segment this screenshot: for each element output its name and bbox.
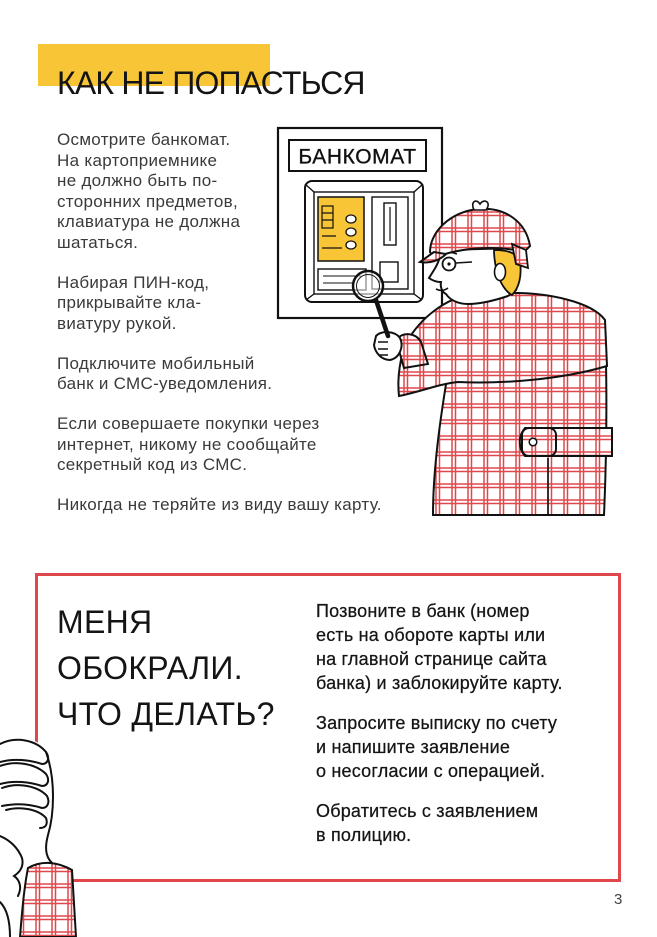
robbed-heading-line: ОБОКРАЛИ. bbox=[57, 650, 243, 686]
robbed-step bbox=[316, 711, 563, 783]
tip-line: Набирая ПИН-код, bbox=[57, 272, 210, 292]
tip-line: Никогда не теряйте из виду вашу карту. bbox=[57, 495, 382, 514]
step-line: Обратитесь с заявлением bbox=[316, 801, 539, 821]
atm-button bbox=[346, 215, 356, 223]
atm-screen-display bbox=[318, 197, 364, 261]
step-line: на главной странице сайта bbox=[316, 649, 547, 669]
robbed-steps bbox=[316, 599, 563, 863]
cuff-button-icon bbox=[529, 438, 537, 446]
tip-line: На картоприемнике bbox=[57, 150, 218, 170]
atm-sign bbox=[289, 140, 426, 171]
section-title: КАК НЕ ПОПАСТЬСЯ bbox=[57, 65, 365, 101]
detective-eye bbox=[447, 262, 450, 265]
glasses-temple bbox=[456, 262, 473, 263]
step-line: в полицию. bbox=[316, 825, 412, 845]
step-line: есть на обороте карты или bbox=[316, 625, 546, 645]
detective-ear bbox=[495, 264, 506, 281]
tip-line: банк и СМС-уведомления. bbox=[57, 374, 273, 393]
step-line: и напишите заявление bbox=[316, 737, 511, 757]
page-number: 3 bbox=[614, 891, 623, 908]
step-line: Позвоните в банк (номер bbox=[316, 601, 530, 621]
tip-line: виатуру рукой. bbox=[57, 313, 177, 333]
tip-line: не должно быть по- bbox=[57, 171, 218, 190]
atm-receipt-slot bbox=[380, 262, 398, 282]
tip-line: интернет, никому не сообщайте bbox=[57, 434, 317, 454]
atm-sign-text: БАНКОМАТ bbox=[298, 145, 417, 169]
atm-button bbox=[346, 241, 356, 249]
tip-line: Подключите мобильный bbox=[57, 353, 255, 373]
tip-line: Осмотрите банкомат. bbox=[57, 130, 231, 149]
step-line: банка) и заблокируйте карту. bbox=[316, 673, 563, 693]
tip-line: шататься. bbox=[57, 232, 139, 252]
robbed-step bbox=[316, 599, 563, 695]
step-line: Запросите выписку по счету bbox=[316, 713, 558, 733]
robbed-step bbox=[316, 799, 563, 847]
atm-button bbox=[346, 228, 356, 236]
atm-screen bbox=[318, 197, 364, 261]
robbed-heading bbox=[57, 599, 275, 737]
person-covering-face-illustration bbox=[0, 728, 80, 937]
detective-hat-bow bbox=[473, 201, 488, 210]
detective-cuff bbox=[522, 428, 556, 456]
robbed-heading-line: МЕНЯ bbox=[57, 604, 153, 640]
tip-line: прикрывайте кла- bbox=[57, 293, 202, 312]
robbed-heading-line: ЧТО ДЕЛАТЬ? bbox=[57, 696, 275, 732]
magnifying-glass-lens bbox=[353, 271, 383, 301]
atm-detective-illustration bbox=[270, 118, 622, 528]
tip-line: Если совершаете покупки через bbox=[57, 414, 320, 433]
step-line: о несогласии с операцией. bbox=[316, 761, 546, 781]
tip-line: клавиатура не должна bbox=[57, 212, 241, 231]
tip-line: секретный код из СМС. bbox=[57, 455, 248, 474]
tip-line: сторонних предметов, bbox=[57, 191, 238, 211]
person-sleeve bbox=[20, 863, 76, 937]
